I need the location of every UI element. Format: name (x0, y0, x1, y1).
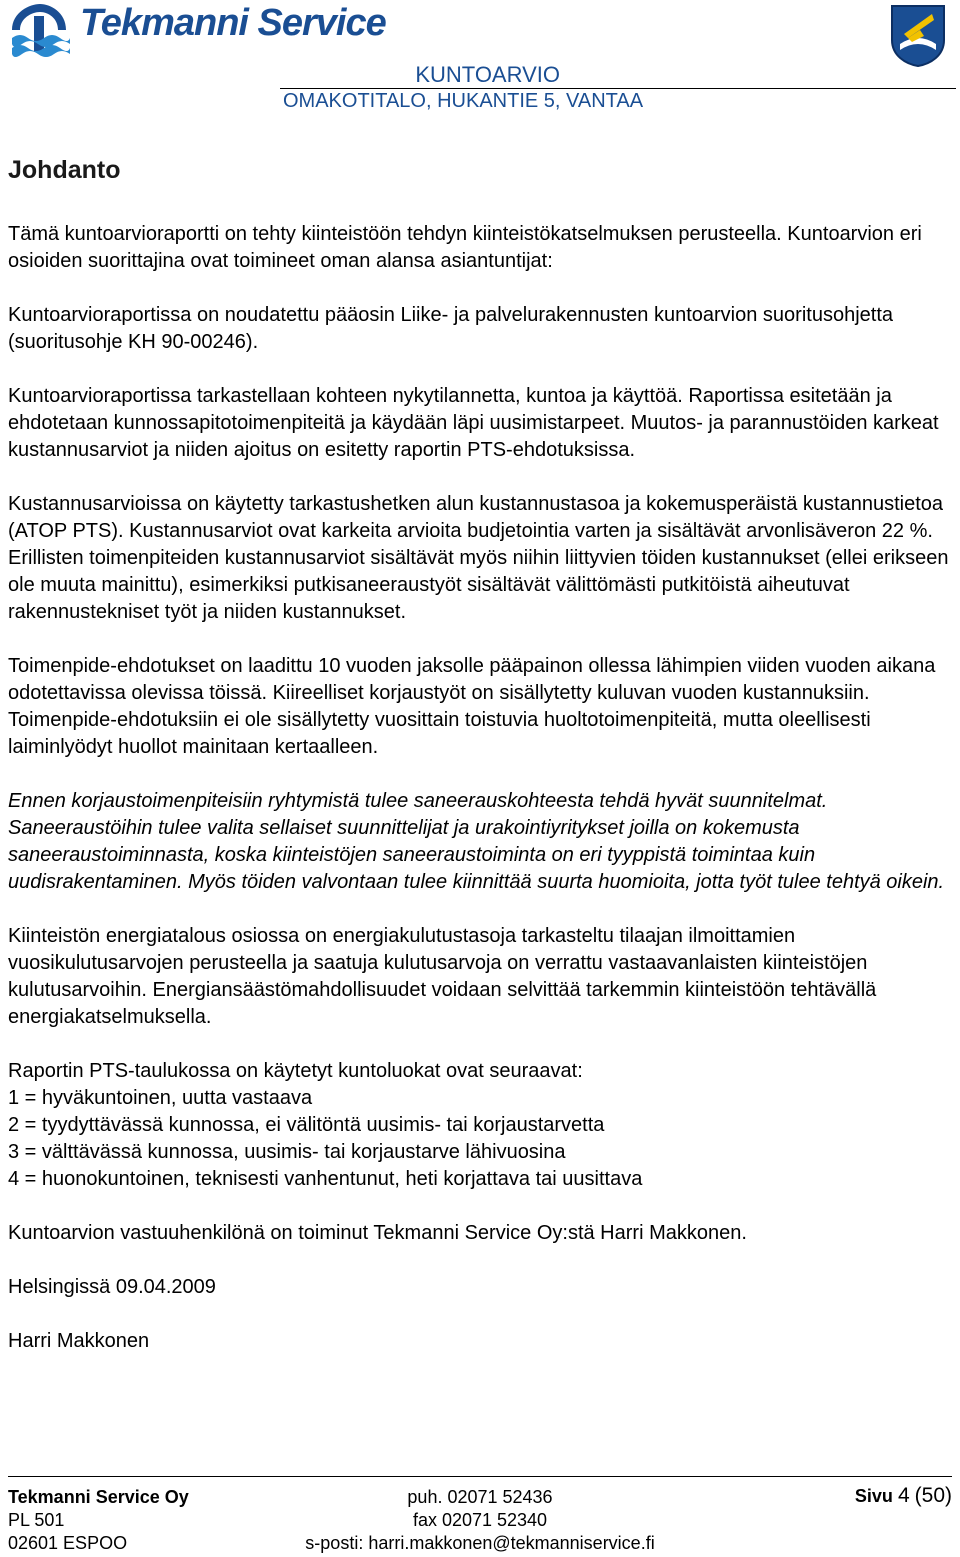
page-number: 4 (897, 1484, 910, 1507)
paragraph-scope: Kuntoarvioraportissa tarkastellaan kohteen nykytilannetta, kuntoa ja käyttöä. Raportissa esitetään ja ehdotetaan kunnossapitotoimenpiteitä ja käydään läpi uusimistarpeet. Muutos- ja parannustöiden karkeat kustannusarviot ja niiden ajoitus on esitetty raportin PTS-ehdotuksissa. (8, 385, 939, 461)
footer-divider (8, 1476, 952, 1477)
footer-phone: puh. 02071 52436 (407, 1487, 553, 1507)
condition-class-item: 4 = huonokuntoinen, teknisesti vanhentunut, heti korjattava tai uusittava (8, 1168, 643, 1190)
brand-name: Tekmanni Service (80, 2, 386, 44)
footer-fax: fax 02071 52340 (412, 1510, 548, 1530)
paragraph-guideline: Kuntoarvioraportissa on noudatettu pääosin Liike- ja palvelurakennusten kuntoarvion suoritusohjetta (suoritusohje KH 90-00246). (8, 304, 894, 353)
document-subtitle: OMAKOTITALO, HUKANTIE 5, VANTAA (283, 90, 644, 112)
place-and-date: Helsingissä 09.04.2009 (8, 1276, 216, 1298)
paragraph-cost-estimates: Kustannusarvioissa on käytetty tarkastushetken alun kustannustasoa ja kokemusperäistä kustannustietoa (ATOP PTS). Kustannusarviot ovat karkeita arvioita budjetointia varten ja sisältävät arvonlisäveron 22 %. Erillisten toimenpiteiden kustannusarviot sisältävät myös niihin liittyvien töiden kustannukset (ellei erikseen ole muuta mainittu), esimerkiksi putkisaneeraustyöt sisältävät välittömästi putkitöistä aiheutuvat rakennustekniset työt ja niiden kustannukset. (8, 493, 949, 623)
condition-class-intro: Raportin PTS-taulukossa on käytetyt kuntoluokat ovat seuraavat: (8, 1060, 583, 1082)
condition-class-list (8, 1058, 953, 1193)
paragraph-proposals: Toimenpide-ehdotukset on laadittu 10 vuoden jaksolle pääpainon ollessa lähimpien viiden vuoden aikana odotettavissa olevissa töissä. Kiireelliset korjaustyöt on sisällytetty kuluvan vuoden kustannuksiin. Toimenpide-ehdotuksiin ei ole sisällytetty vuosittain toistuvia huoltotoimenpiteitä, mutta oleellisesti laiminlyödyt huollot mainitaan kertaalleen. (8, 655, 936, 758)
page-indicator (855, 1484, 952, 1508)
footer-email: s-posti: harri.makkonen@tekmanniservice.fi (305, 1533, 655, 1553)
paragraph-intro: Tämä kuntoarvioraportti on tehty kiinteistöön tehdyn kiinteistökatselmuksen perusteella. Kuntoarvion eri osioiden suorittajina ovat toimineet oman alansa asiantuntijat: (8, 223, 922, 272)
tekmanni-logo-icon (8, 2, 70, 58)
responsible-person: Kuntoarvion vastuuhenkilönä on toiminut Tekmanni Service Oy:stä Harri Makkonen. (8, 1222, 747, 1244)
paragraph-planning-note: Ennen korjaustoimenpiteisiin ryhtymistä tulee saneerauskohteesta tehdä hyvät suunnitelmat. Saneeraustöihin tulee valita sellaiset suunnittelijat ja urakointiyritykset joilla on kokemusta saneeraustoiminnasta, koska kiinteistöjen saneeraustoiminta on eri tyyppistä toimintaa kuin uudisrakentaminen. Myös töiden valvontaan tulee kiinnittää suurta huomioita, jotta työt tulee tehtyä oikein. (8, 790, 945, 893)
condition-class-item: 1 = hyväkuntoinen, uutta vastaava (8, 1087, 313, 1109)
footer-contact-block (290, 1486, 670, 1555)
document-body (8, 221, 953, 1382)
signature-name: Harri Makkonen (8, 1330, 150, 1352)
page-label: Sivu (854, 1486, 893, 1506)
vantaa-coat-of-arms-icon (890, 4, 946, 68)
section-title: Johdanto (8, 156, 121, 184)
condition-class-item: 3 = välttävässä kunnossa, uusimis- tai korjaustarve lähivuosina (8, 1141, 566, 1163)
footer-company: Tekmanni Service Oy (8, 1487, 189, 1507)
footer-postal: 02601 ESPOO (8, 1533, 128, 1553)
footer-pobox: PL 501 (8, 1510, 65, 1530)
condition-class-item: 2 = tyydyttävässä kunnossa, ei välitöntä uusimis- tai korjaustarvetta (8, 1114, 605, 1136)
footer-company-block (8, 1486, 189, 1555)
document-title: KUNTOARVIO (415, 62, 560, 87)
header-divider (280, 88, 956, 89)
paragraph-energy: Kiinteistön energiatalous osiossa on energiakulutustasoja tarkasteltu tilaajan ilmoittamien vuosikulutusarvojen perusteella ja saatuja kulutusarvoja on verrattu vastaavanlaisten kiinteistöjen kulutusarvoihin. Energiansäästömahdollisuudet voidaan selvittää tarkemmin kiinteistöön tehtävällä energiakatselmuksella. (8, 925, 877, 1028)
page-total: (50) (914, 1484, 952, 1507)
